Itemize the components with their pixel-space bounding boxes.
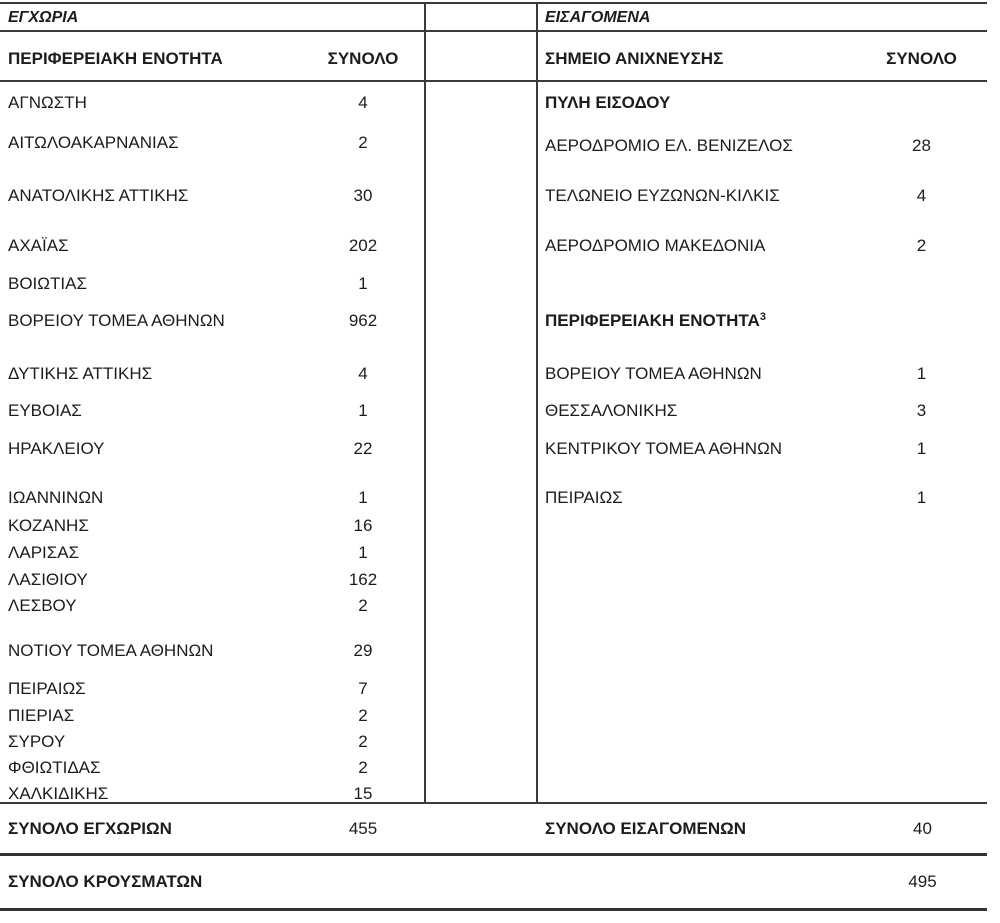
region-label: ΦΘΙΩΤΙΔΑΣ (8, 758, 101, 777)
detection-point-value: 4 (916, 186, 927, 205)
region-value: 2 (358, 758, 368, 777)
bottom-border-line (0, 908, 987, 911)
region-value: 1 (358, 543, 368, 562)
domestic-header-label: ΠΕΡΙΦΕΡΕΙΑΚΗ ΕΝΟΤΗΤΑ (8, 49, 223, 68)
region-label: ΑΝΑΤΟΛΙΚΗΣ ΑΤΤΙΚΗΣ (8, 186, 189, 205)
table-row (0, 183, 424, 209)
detection-point-value: 1 (916, 364, 927, 383)
region-label: ΕΥΒΟΙΑΣ (8, 401, 82, 420)
detection-point-value: 1 (916, 488, 927, 507)
region-label: ΠΕΙΡΑΙΩΣ (8, 679, 86, 698)
region-value: 2 (358, 706, 368, 725)
imported-rows (537, 84, 1000, 511)
entry-point-section-header: ΠΥΛΗ ΕΙΣΟΔΟΥ (545, 93, 671, 112)
region-value: 30 (353, 186, 373, 205)
region-value: 4 (358, 364, 368, 383)
footnote-marker: 3 (759, 311, 766, 323)
section-header-row (537, 90, 1000, 116)
table-row (0, 540, 424, 566)
detection-point-label: ΑΕΡΟΔΡΟΜΙΟ ΕΛ. ΒΕΝΙΖΕΛΟΣ (545, 136, 793, 155)
region-value: 2 (358, 596, 368, 615)
region-label: ΑΙΤΩΛΟΑΚΑΡΝΑΝΙΑΣ (8, 133, 179, 152)
region-label: ΔΥΤΙΚΗΣ ΑΤΤΙΚΗΣ (8, 364, 153, 383)
table-row (0, 130, 424, 156)
table-row (0, 271, 424, 297)
region-label: ΧΑΛΚΙΔΙΚΗΣ (8, 784, 109, 803)
table-row (537, 436, 1000, 462)
imported-header-label: ΣΗΜΕΙΟ ΑΝΙΧΝΕΥΣΗΣ (545, 49, 724, 68)
region-value: 962 (348, 311, 378, 330)
region-label: ΛΕΣΒΟΥ (8, 596, 77, 615)
detection-point-label: ΚΕΝΤΡΙΚΟΥ ΤΟΜΕΑ ΑΘΗΝΩΝ (545, 439, 783, 458)
domestic-column-header (0, 44, 424, 74)
imported-total-label: ΣΥΝΟΛΟ ΕΙΣΑΓΟΜΕΝΩΝ (545, 819, 747, 838)
detection-point-value: 1 (916, 439, 927, 458)
detection-point-label: ΑΕΡΟΔΡΟΜΙΟ ΜΑΚΕΔΟΝΙΑ (545, 236, 766, 255)
table-row (0, 781, 424, 807)
between-totals-line (0, 853, 987, 856)
table-row (537, 361, 1000, 387)
table-row (0, 308, 424, 334)
region-label: ΒΟΙΩΤΙΑΣ (8, 274, 87, 293)
region-label: ΛΑΡΙΣΑΣ (8, 543, 80, 562)
table-row (537, 133, 1000, 159)
region-label: ΙΩΑΝΝΙΝΩΝ (8, 488, 104, 507)
domestic-rows (0, 84, 424, 807)
imported-column-header (537, 44, 1000, 74)
regional-unit-section-header (537, 308, 1000, 334)
left-table-right-divider (424, 2, 426, 804)
region-value: 7 (358, 679, 368, 698)
table-row (0, 703, 424, 729)
region-label: ΝΟΤΙΟΥ ΤΟΜΕΑ ΑΘΗΝΩΝ (8, 641, 214, 660)
region-value: 1 (358, 274, 368, 293)
region-label: ΛΑΣΙΘΙΟΥ (8, 570, 88, 589)
table-row (0, 436, 424, 462)
table-row (0, 638, 424, 664)
regional-unit-section-header-text: ΠΕΡΙΦΕΡΕΙΑΚΗ ΕΝΟΤΗΤΑ (545, 311, 760, 330)
region-label: ΒΟΡΕΙΟΥ ΤΟΜΕΑ ΑΘΗΝΩΝ (8, 311, 225, 330)
detection-point-value: 2 (916, 236, 927, 255)
detection-point-label: ΠΕΙΡΑΙΩΣ (545, 488, 623, 507)
table-row (0, 233, 424, 259)
imported-total-value: 40 (913, 819, 932, 838)
detection-point-label: ΒΟΡΕΙΟΥ ΤΟΜΕΑ ΑΘΗΝΩΝ (545, 364, 762, 383)
region-value: 1 (358, 401, 368, 420)
section-header-row (537, 308, 1000, 334)
region-value: 2 (358, 133, 368, 152)
detection-point-value: 28 (912, 136, 931, 155)
table-row (537, 233, 1000, 259)
region-label: ΚΟΖΑΝΗΣ (8, 516, 89, 535)
detection-point-value: 3 (916, 401, 927, 420)
table-row (0, 485, 424, 511)
table-row (537, 183, 1000, 209)
grand-total-label: ΣΥΝΟΛΟ ΚΡΟΥΣΜΑΤΩΝ (8, 872, 203, 891)
table-row (0, 567, 424, 593)
table-row (0, 755, 424, 781)
region-value: 2 (358, 732, 368, 751)
domestic-total-label: ΣΥΝΟΛΟ ΕΓΧΩΡΙΩΝ (8, 819, 172, 838)
region-value: 4 (358, 93, 368, 112)
domestic-header-total-label: ΣΥΝΟΛΟ (327, 49, 399, 68)
imported-table-title: ΕΙΣΑΓΟΜΕΝΑ (545, 9, 651, 26)
region-label: ΣΥΡΟΥ (8, 732, 66, 751)
table-row (0, 90, 424, 116)
detection-point-label: ΘΕΣΣΑΛΟΝΙΚΗΣ (545, 401, 678, 420)
under-header-line (0, 80, 987, 82)
table-row (0, 593, 424, 619)
table-row (0, 676, 424, 702)
detection-point-label: ΤΕΛΩΝΕΙΟ ΕΥΖΩΝΩΝ-ΚΙΛΚΙΣ (545, 186, 780, 205)
table-row (0, 398, 424, 424)
under-title-line (0, 30, 987, 32)
grand-total-value: 495 (908, 872, 937, 891)
region-value: 22 (353, 439, 373, 458)
region-value: 162 (348, 570, 378, 589)
domestic-table-title: ΕΓΧΩΡΙΑ (8, 9, 79, 26)
domestic-total-value: 455 (348, 819, 378, 838)
region-value: 202 (348, 236, 378, 255)
region-value: 29 (353, 641, 373, 660)
table-row (0, 513, 424, 539)
region-label: ΑΓΝΩΣΤΗ (8, 93, 87, 112)
table-row (537, 485, 1000, 511)
region-value: 1 (358, 488, 368, 507)
table-row (0, 729, 424, 755)
region-label: ΑΧΑΪΑΣ (8, 236, 69, 255)
imported-header-total-label: ΣΥΝΟΛΟ (886, 49, 957, 68)
region-label: ΠΙΕΡΙΑΣ (8, 706, 75, 725)
table-row (537, 398, 1000, 424)
region-label: ΗΡΑΚΛΕΙΟΥ (8, 439, 105, 458)
region-value: 16 (353, 516, 373, 535)
top-border-line (0, 2, 987, 4)
region-value: 15 (353, 784, 373, 803)
table-row (0, 361, 424, 387)
